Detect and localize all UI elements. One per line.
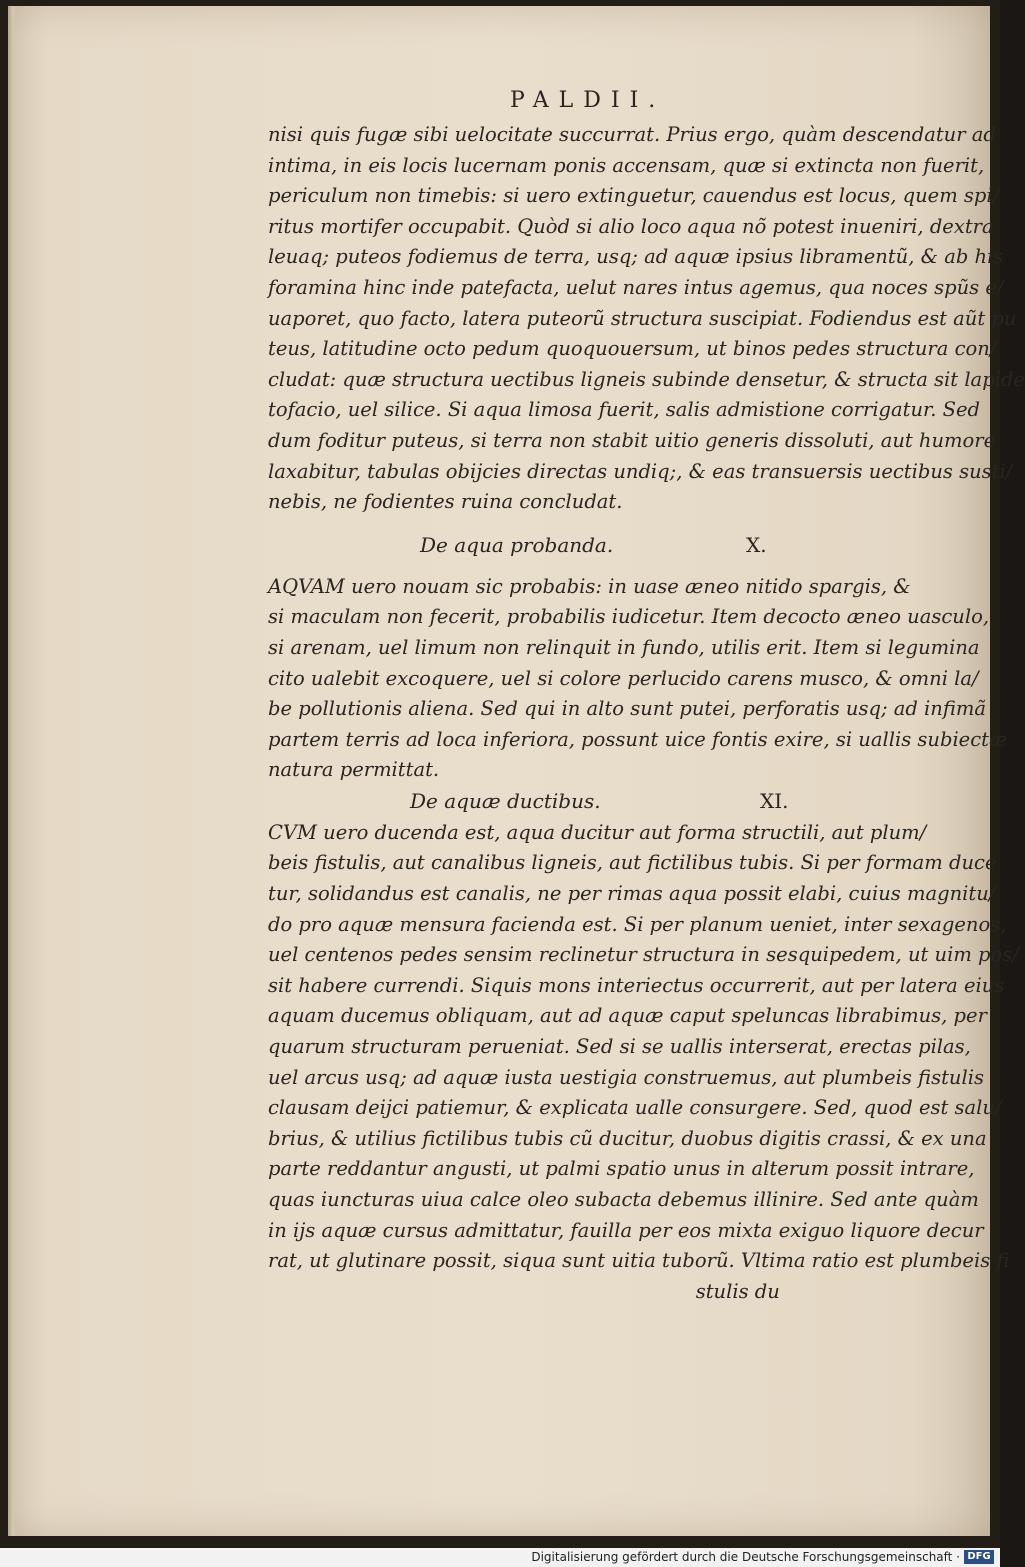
paragraph-2 [268,572,1008,786]
text-line: ritus mortifer occupabit. Quòd si alio loco aqua nõ potest inueniri, dextra [268,214,994,238]
section-number: XI. [760,788,789,813]
text-line: uel centenos pedes sensim reclinetur structura in sesquipedem, ut uim pos/ [268,943,1019,967]
page-gutter [8,6,14,1536]
text-line: tofacio, uel silice. Si aqua limosa fuerit, salis admistione corrigatur. Sed [268,398,981,422]
section-heading-x [268,518,910,564]
text-line: nisi quis fugæ sibi uelocitate succurrat. Prius ergo, quàm descendatur ad [268,123,996,146]
text-line: sit habere currendi. Siquis mons interiectus occurrerit, aut per latera eius [268,973,1005,997]
text-line: periculum non timebis: si uero extinguetur, cauendus est locus, quem spi/ [268,184,1000,208]
text-line: AQVAM uero nouam sic probabis: in uase æneo nitido spargis, & [268,574,911,598]
funding-credit: Digitalisierung gefördert durch die Deutsche Forschungsgemeinschaft · [531,1550,960,1564]
text-line: beis fistulis, aut canalibus ligneis, aut fictilibus tubis. Si per formam duce [268,851,997,875]
text-line: natura permittat. [268,758,440,782]
text-line: cludat: quæ structura uectibus ligneis subinde densetur, & structa sit lapide [268,367,1025,391]
text-line: intima, in eis locis lucernam ponis accensam, quæ si extincta non fuerit, [268,153,985,177]
text-line: si arenam, uel limum non relinquit in fundo, utilis erit. Item si legumina [268,635,980,659]
text-line: tur, solidandus est canalis, ne per rimas aqua possit elabi, cuius magnitu/ [268,882,996,906]
text-line: do pro aquæ mensura facienda est. Si per planum ueniet, inter sexagenos, [268,912,1007,936]
text-line: laxabitur, tabulas obijcies directas undiq;, & eas transuersis uectibus susti/ [268,459,1013,483]
text-block [268,120,1025,1307]
text-line: stulis du [268,1279,780,1303]
text-line: be pollutionis aliena. Sed qui in alto sunt putei, perforatis usq; ad infimã [268,697,986,721]
text-line: aquam ducemus obliquam, aut ad aquæ caput speluncas librabimus, per [268,1004,987,1028]
paragraph-3 [268,818,1019,1308]
section-number: X. [746,532,767,557]
text-line: brius, & utilius fictilibus tubis cũ ducitur, duobus digitis crassi, & ex una [268,1126,987,1150]
running-head: PALDII. [510,88,666,113]
text-line: uaporet, quo facto, latera puteorũ structura suscipiat. Fodiendus est aũt pu [268,306,1017,330]
text-line: si maculam non fecerit, probabilis iudicetur. Item decocto æneo uasculo, [268,605,990,629]
text-line: teus, latitudine octo pedum quoquouersum, ut binos pedes structura con/ [268,337,997,361]
text-line: cito ualebit excoquere, uel si colore perlucido carens musco, & omni la/ [268,666,979,690]
text-line: in ijs aquæ cursus admittatur, fauilla per eos mixta exiguo liquore decur [268,1218,984,1242]
text-line: foramina hinc inde patefacta, uelut nares intus agemus, qua noces spũs e/ [268,275,1004,299]
paragraph-1 [268,120,1025,518]
text-line: leuaq; puteos fodiemus de terra, usq; ad aquæ ipsius libramentũ, & ab his [268,245,1004,269]
text-line: quas iuncturas uiua calce oleo subacta debemus illinire. Sed ante quàm [268,1188,979,1211]
text-line: partem terris ad loca inferiora, possunt uice fontis exire, si uallis subiectæ [268,727,1008,751]
dfg-logo: DFG [964,1550,994,1564]
text-line: clausam deijci patiemur, & explicata ualle consurgere. Sed, quod est salu/ [268,1096,1002,1120]
text-line: CVM uero ducenda est, aqua ducitur aut forma structili, aut plum/ [268,820,927,844]
text-line: uel arcus usq; ad aquæ iusta uestigia construemus, aut plumbeis fistulis [268,1065,984,1089]
text-line: dum foditur puteus, si terra non stabit uitio generis dissoluti, aut humore [268,428,996,452]
section-heading-xi [268,786,910,818]
section-title: De aquæ ductibus. [410,788,601,813]
text-line: nebis, ne fodientes ruina concludat. [268,490,623,514]
text-line: rat, ut glutinare possit, siqua sunt uitia tuborũ. Vltima ratio est plumbeis fi [268,1249,1010,1273]
text-line: quarum structuram perueniat. Sed si se uallis interserat, erectas pilas, [268,1035,971,1059]
text-line: parte reddantur angusti, ut palmi spatio unus in alterum possit intrare, [268,1157,975,1181]
section-title: De aqua probanda. [420,532,614,557]
digitization-footer [0,1548,1000,1567]
